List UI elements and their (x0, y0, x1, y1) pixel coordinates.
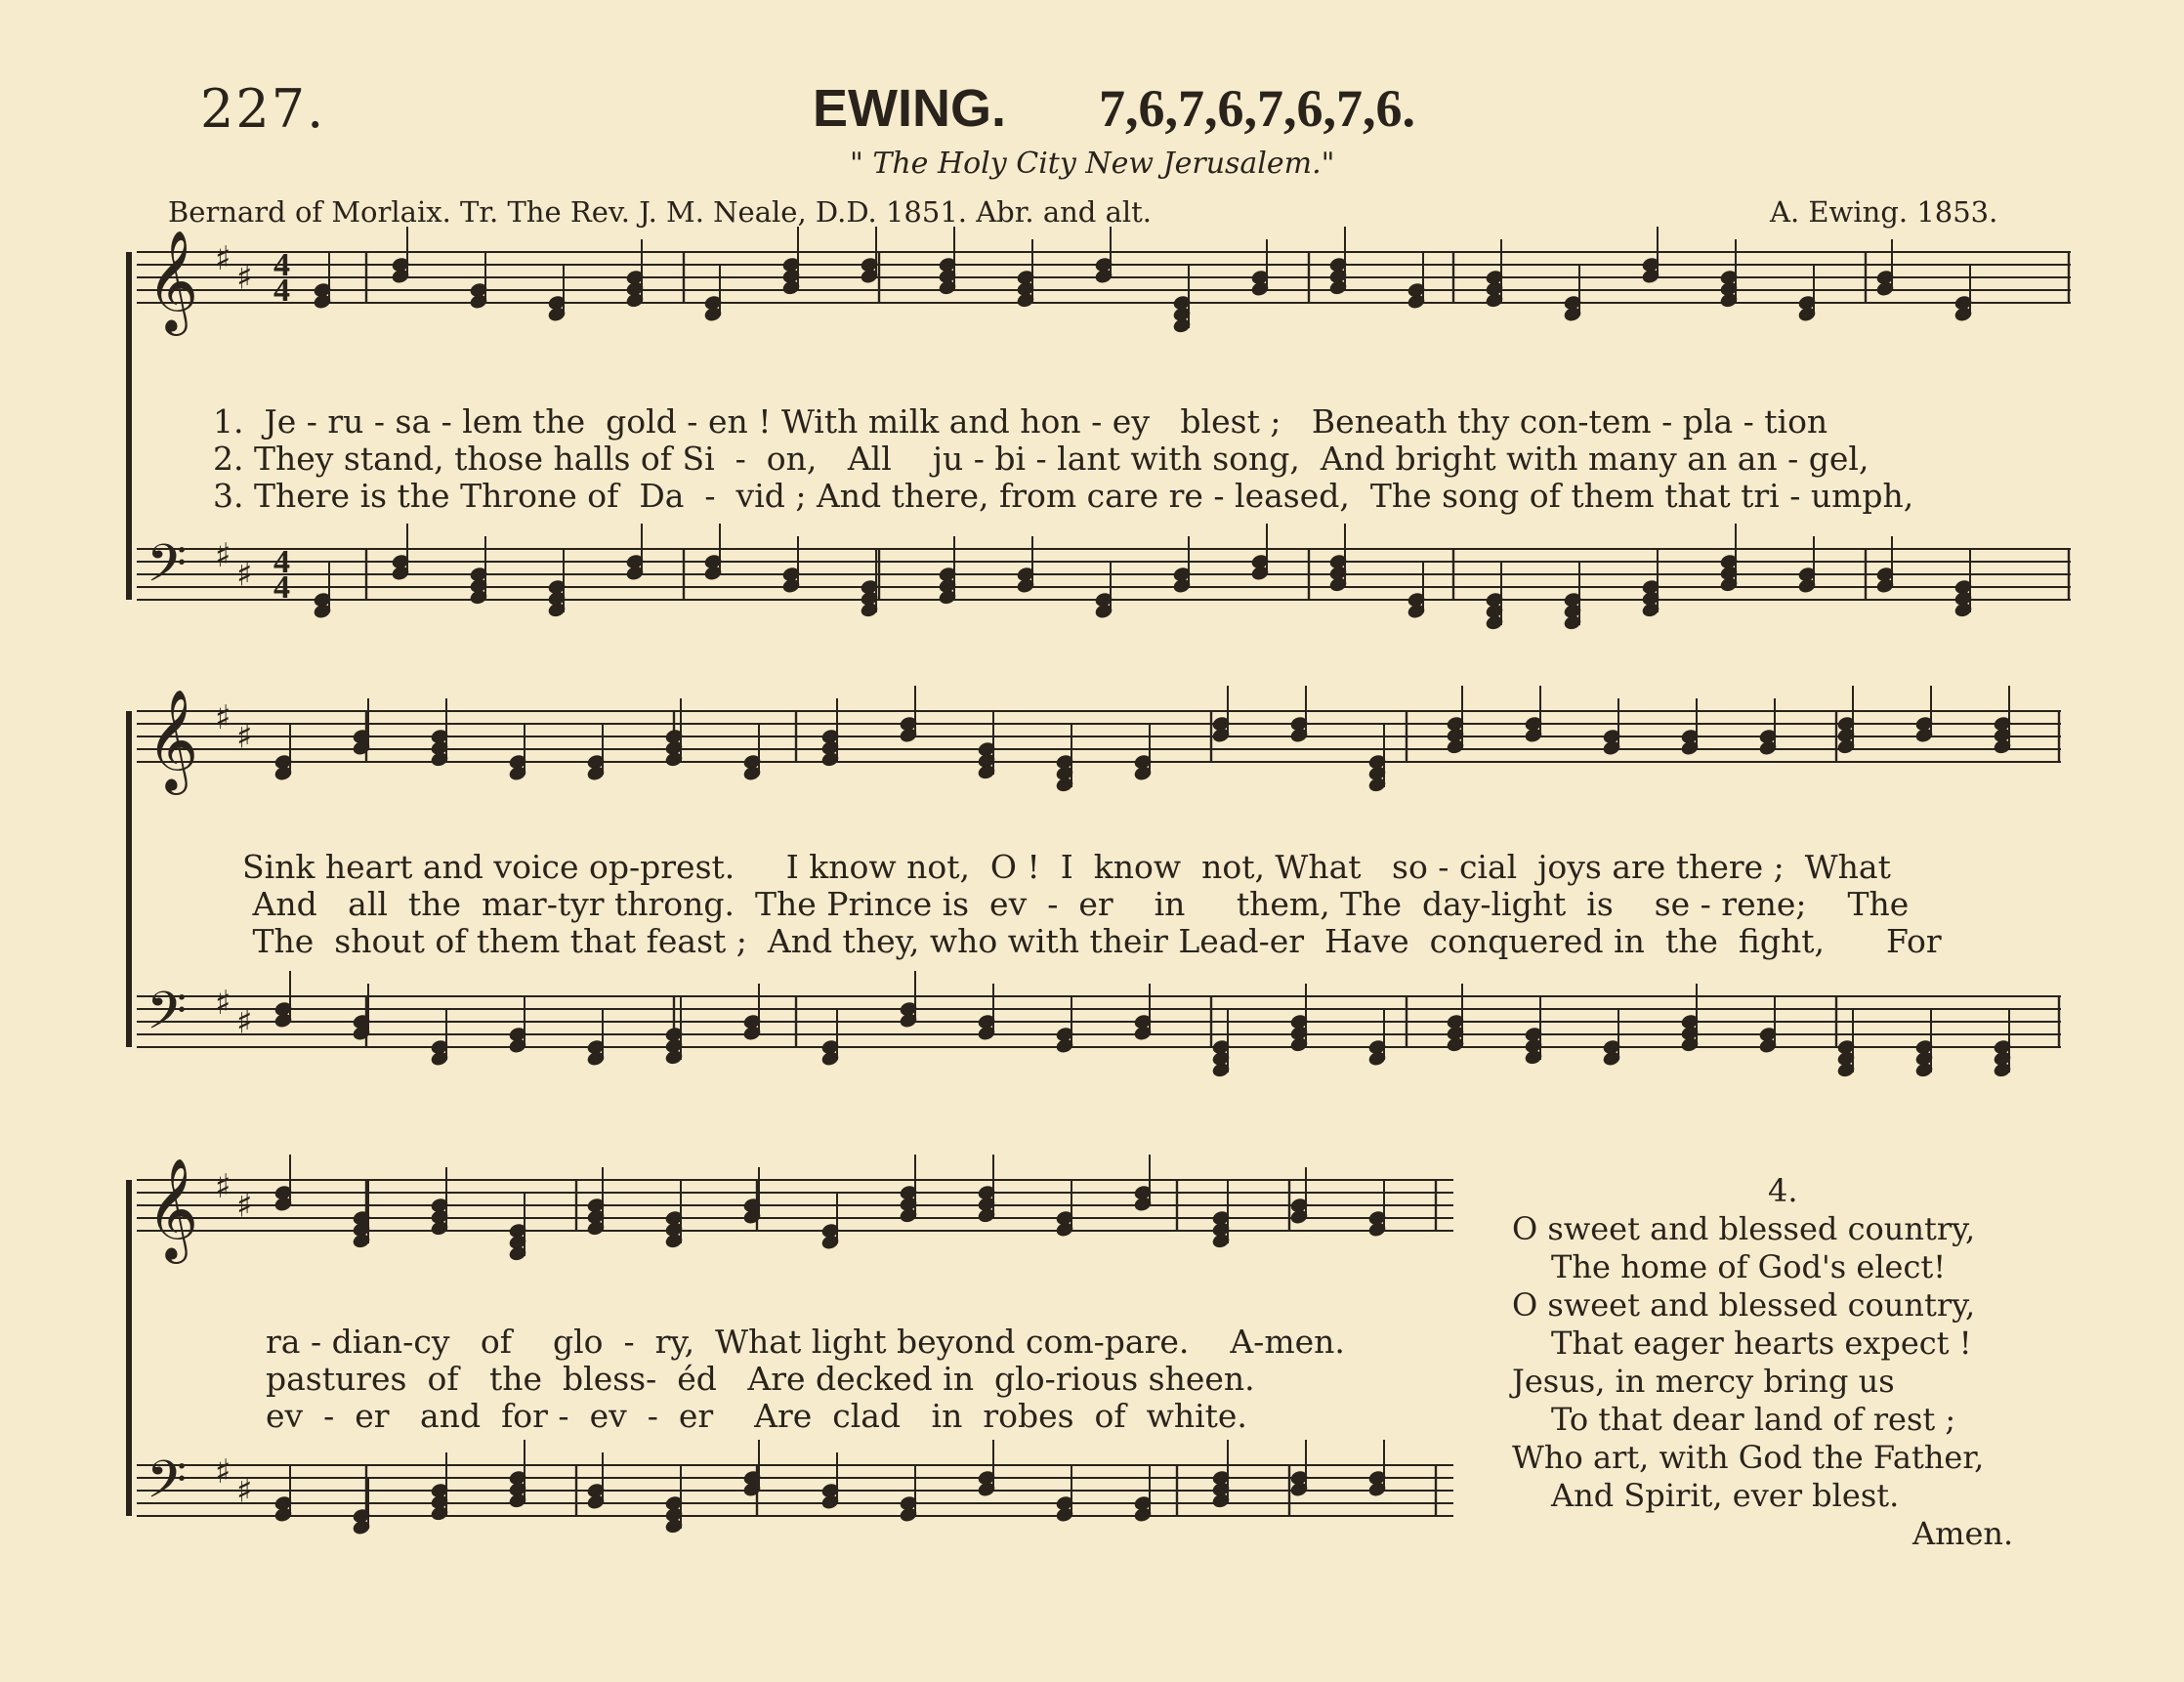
hymn-number: 227. (200, 78, 326, 140)
sharp-icon: ♯ (215, 238, 231, 278)
bass-clef-icon: 𝄢 (147, 982, 188, 1054)
system1-lyric-line2: 2. They stand, those halls of Si - on, All ju - bi - lant with song, And bright with many an an - gel, (213, 440, 1869, 478)
treble-clef-icon: 𝄞 (147, 689, 199, 791)
verse4-line: That eager hearts expect ! (1551, 1325, 1972, 1362)
sharp-icon: ♯ (215, 697, 231, 737)
sharp-icon: ♯ (215, 1451, 231, 1492)
system1-lyric-line3: 3. There is the Throne of Da - vid ; And there, from care re - leased, The song of them that tri - umph, (213, 477, 1914, 515)
verse4-line: To that dear land of rest ; (1551, 1401, 1956, 1438)
verse4-line: O sweet and blessed country, (1512, 1286, 1976, 1324)
tune-name: EWING. (813, 79, 1006, 138)
verse4-number: 4. (1768, 1172, 1798, 1209)
subtitle: " The Holy City New Jerusalem." (850, 147, 1335, 181)
system2-lyric-line1: Sink heart and voice op-prest. I know not, O ! I know not, What so - cial joys are there ; What (242, 848, 1891, 886)
system3-lyric-line2: pastures of the bless- éd Are decked in glo-rious sheen. (266, 1360, 1255, 1398)
bass-clef-icon: 𝄢 (147, 534, 188, 607)
sharp-icon: ♯ (236, 555, 253, 595)
time-signature: 4 (273, 273, 290, 309)
system1-lyric-line1: 1. Je - ru - sa - lem the gold - en ! With milk and hon - ey blest ; Beneath thy con-tem - pla - tion (213, 402, 1828, 441)
treble-clef-icon: 𝄞 (147, 230, 199, 332)
sharp-icon: ♯ (215, 983, 231, 1023)
sharp-icon: ♯ (215, 535, 231, 575)
verse4-line: O sweet and blessed country, (1512, 1210, 1976, 1247)
bass-clef-icon: 𝄢 (147, 1451, 188, 1523)
verse4-line: Jesus, in mercy bring us (1512, 1363, 1895, 1400)
time-signature: 4 (273, 544, 290, 580)
system2-lyric-line3: The shout of them that feast ; And they, who with their Lead-er Have conquered in the fight, For (242, 922, 1942, 960)
time-signature: 4 (273, 569, 290, 606)
time-signature: 4 (273, 247, 290, 283)
verse4-line: The home of God's elect! (1551, 1248, 1947, 1285)
meter: 7,6,7,6,7,6,7,6. (1099, 79, 1415, 138)
system3-lyric-line1: ra - dian-cy of glo - ry, What light beyond com-pare. A-men. (266, 1323, 1345, 1361)
sharp-icon: ♯ (236, 1471, 253, 1511)
text-credit: Bernard of Morlaix. Tr. The Rev. J. M. Neale, D.D. 1851. Abr. and alt. (168, 195, 1153, 229)
verse4-amen: Amen. (1912, 1515, 2014, 1552)
verse4 (1512, 1172, 2013, 1553)
system2-lyric-line2: And all the mar-tyr throng. The Prince is ev - er in them, The day-light is se - rene; The (242, 885, 1910, 923)
verse4-line: Who art, with God the Father, (1512, 1439, 1985, 1476)
treble-clef-icon: 𝄞 (147, 1157, 199, 1260)
system3-lyric-line3: ev - er and for - ev - er Are clad in robes of white. (266, 1397, 1247, 1435)
tune-credit: A. Ewing. 1853. (1770, 195, 1998, 229)
sharp-icon: ♯ (236, 717, 253, 757)
sharp-icon: ♯ (236, 1186, 253, 1226)
sharp-icon: ♯ (236, 258, 253, 298)
sharp-icon: ♯ (236, 1002, 253, 1042)
sharp-icon: ♯ (215, 1166, 231, 1206)
verse4-line: And Spirit, ever blest. (1551, 1477, 1900, 1514)
